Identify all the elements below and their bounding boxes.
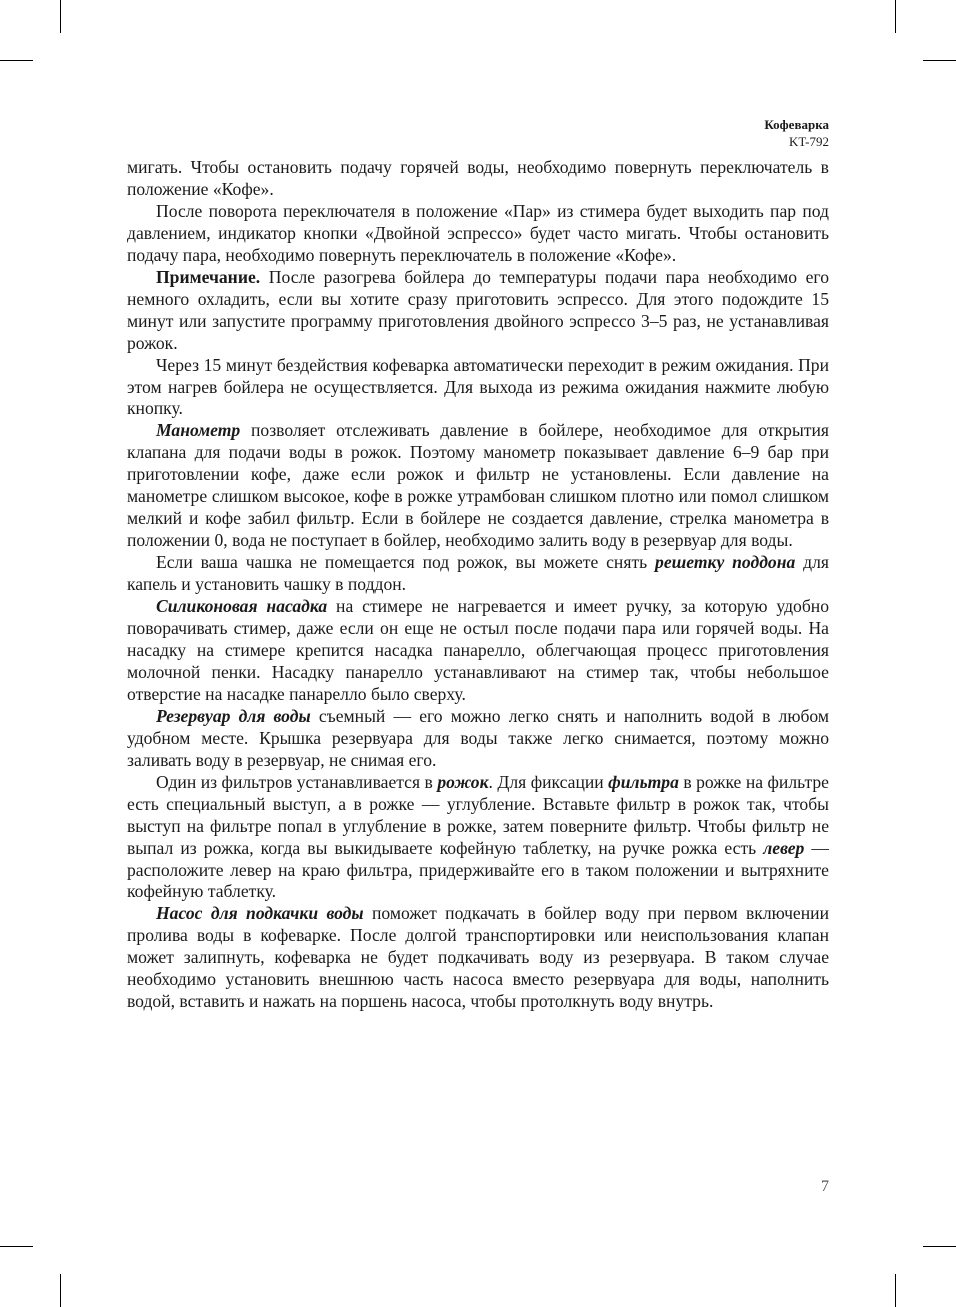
emphasis-term: Резервуар для воды	[156, 705, 311, 726]
text-run: поможет подкачать в бойлер воду при первом включении пролива воды в кофеварке. После долгой транспортировки или неиспользования клапан может залипнуть, кофеварка не будет подкачивать воду из резервуара. В таком случае необходимо установить внешнюю часть насоса вместо резервуара для воды, наполнить водой, вставить и нажать на поршень насоса, чтобы протолкнуть воду внутрь.	[127, 903, 829, 1012]
emphasis-term: левер	[763, 837, 805, 858]
paragraph-drip-tray	[127, 552, 829, 596]
text-run: мигать. Чтобы остановить подачу горячей воды, необходимо повернуть переключатель в положение «Кофе».	[127, 157, 829, 199]
emphasis-term: решетку поддона	[655, 552, 796, 573]
running-header	[764, 116, 829, 150]
header-title: Кофеварка	[764, 117, 829, 132]
emphasis-term: фильтра	[608, 771, 679, 792]
paragraph	[127, 355, 829, 421]
crop-mark-bottom-left-vertical	[60, 1274, 61, 1307]
page-number: 7	[821, 1178, 829, 1195]
header-model: KT-792	[789, 134, 829, 149]
crop-mark-top-right-horizontal	[923, 60, 956, 61]
text-run: в рожке на фильтре есть специальный выступ, а в рожке — углубление. Вставьте фильтр в рожок так, чтобы выступ на фильтре попал в углубление в рожке, затем поверните фильтр. Чтобы фильтр не выпал из рожка, когда вы выкидываете кофейную таблетку, на ручке рожка есть	[127, 771, 829, 858]
body-text	[127, 157, 829, 1013]
emphasis-term: Насос для подкачки воды	[156, 903, 364, 924]
text-run: . Для фиксации	[488, 771, 609, 792]
text-run: Через 15 минут бездействия кофеварка автоматически переходит в режим ожидания. При этом нагрев бойлера не осуществляется. Для выхода из режима ожидания нажмите любую кнопку.	[127, 354, 829, 419]
emphasis-term: Манометр	[156, 420, 241, 441]
text-run: съемный — его можно легко снять и наполнить водой в любом удобном месте. Крышка резервуара для воды также легко снимается, поэтому можно заливать воду в резервуар, не снимая его.	[127, 705, 830, 770]
text-run: — расположите левер на краю фильтра, придерживайте его в таком положении и вытряхните кофейную таблетку.	[127, 837, 829, 902]
text-run: позволяет отслеживать давление в бойлере, необходимое для открытия клапана для подачи воды в рожок. Поэтому манометр показывает давление 6–9 бар при приготовлении кофе, даже если рожок и фильтр не установлены. Если давление на манометре слишком высокое, кофе в рожке утрамбован слишком плотно или помол слишком мелкий и кофе забил фильтр. Если в бойлере не создается давление, стрелка манометра в положении 0, вода не поступает в бойлер, необходимо залить воду в резервуар для воды.	[127, 420, 829, 551]
crop-mark-top-left-horizontal	[0, 60, 33, 61]
paragraph-portafilter	[127, 772, 829, 904]
emphasis-term: рожок	[437, 771, 489, 792]
text-run: После поворота переключателя в положение «Пар» из стимера будет выходить пар под давлением, индикатор кнопки «Двойной эспрессо» будет часто мигать. Чтобы остановить подачу пара, необходимо повернуть переключатель в положение «Кофе».	[127, 200, 829, 265]
emphasis-term: Силиконовая насадка	[156, 596, 328, 617]
paragraph-water-tank	[127, 706, 829, 772]
paragraph-pump	[127, 903, 829, 1013]
text-run: Один из фильтров устанавливается в	[156, 771, 438, 792]
text-run: После разогрева бойлера до температуры подачи пара необходимо его немного охладить, если вы хотите сразу приготовить эспрессо. Для этого подождите 15 минут или запустите программу приготовления двойного эспрессо 3–5 раз, не устанавливая рожок.	[127, 266, 829, 353]
crop-mark-top-right-vertical	[895, 0, 896, 33]
paragraph	[127, 201, 829, 267]
crop-mark-top-left-vertical	[60, 0, 61, 33]
paragraph-silicone-nozzle	[127, 596, 829, 706]
paragraph-note	[127, 267, 829, 355]
paragraph-manometer	[127, 420, 829, 552]
text-run: Если ваша чашка не помещается под рожок, вы можете снять	[156, 552, 656, 573]
paragraph	[127, 157, 829, 201]
crop-mark-bottom-right-horizontal	[923, 1246, 956, 1247]
text-run: на стимере не нагревается и имеет ручку, за которую удобно поворачивать стимер, даже если он еще не остыл после подачи пара или горячей воды. На насадку на стимере крепится насадка панарелло, облегчающая процесс приготовления молочной пенки. Насадку панарелло устанавливают на стимер так, чтобы небольшое отверстие на насадке панарелло было сверху.	[127, 596, 829, 704]
crop-mark-bottom-left-horizontal	[0, 1246, 33, 1247]
emphasis-term: Примечание.	[156, 266, 261, 287]
crop-mark-bottom-right-vertical	[895, 1274, 896, 1307]
text-run: для капель и установить чашку в поддон.	[127, 552, 829, 595]
